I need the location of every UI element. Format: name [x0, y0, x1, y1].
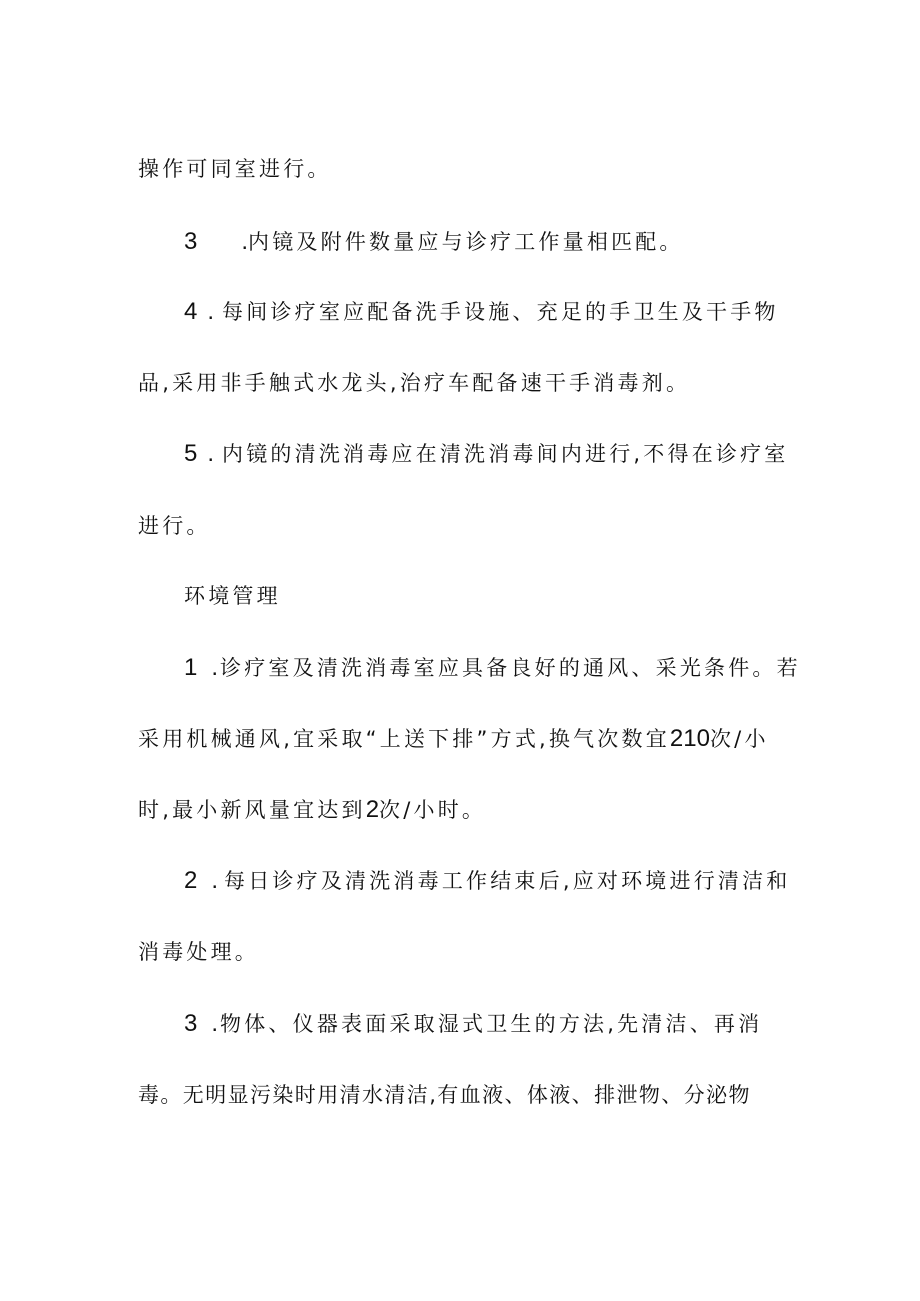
paragraph-text: 品,采用非手触式水龙头,治疗车配备速干手消毒剂。 — [138, 371, 691, 395]
paragraph-text: 每日诊疗及清洗消毒工作结束后,应对环境进行清洁和 — [224, 869, 791, 893]
list-number: 5 — [184, 440, 198, 467]
paragraph-continuation — [138, 796, 486, 824]
list-item-2 — [184, 867, 791, 895]
paragraph-text: 进行。 — [138, 514, 211, 538]
list-separator: . — [211, 867, 219, 894]
paragraph-text: 消毒处理。 — [138, 940, 259, 964]
list-number: 3 — [184, 228, 198, 255]
paragraph-text: 诊疗室及清洗消毒室应具备良好的通风、采光条件。若 — [220, 656, 801, 680]
paragraph-text: 内镜及附件数量应与诊疗工作量相匹配。 — [248, 230, 684, 254]
list-item-3 — [184, 228, 684, 256]
list-item-4 — [184, 298, 779, 326]
paragraph-continuation — [138, 369, 690, 397]
list-separator: . — [241, 228, 249, 255]
paragraph-text: 操作可同室进行。 — [138, 157, 332, 181]
list-item-5 — [184, 440, 789, 468]
air-changes-value: 210 — [669, 725, 710, 752]
list-number: 1 — [184, 654, 198, 681]
list-item-3b — [184, 1010, 762, 1038]
fresh-air-unit: 次/小时。 — [379, 798, 487, 822]
paragraph-text: 内镜的清洗消毒应在清洗消毒间内进行,不得在诊疗室 — [222, 442, 789, 466]
list-separator: . — [207, 298, 215, 325]
section-heading-text: 环境管理 — [184, 584, 281, 608]
paragraph-continuation — [138, 512, 211, 540]
paragraph-continuation — [138, 938, 259, 966]
paragraph-continuation — [138, 155, 332, 183]
list-number: 2 — [184, 867, 198, 894]
list-item-1 — [184, 654, 801, 682]
list-separator: . — [211, 654, 219, 681]
list-separator: . — [207, 440, 215, 467]
paragraph-continuation — [138, 725, 769, 753]
fresh-air-value: 2 — [365, 796, 380, 823]
paragraph-continuation — [138, 1081, 751, 1109]
list-number: 3 — [184, 1010, 198, 1037]
paragraph-text: 每间诊疗室应配备洗手设施、充足的手卫生及干手物 — [222, 300, 779, 324]
paragraph-text: 物体、仪器表面采取湿式卫生的方法,先清洁、再消 — [220, 1012, 763, 1036]
list-number: 4 — [184, 298, 198, 325]
paragraph-text: 采用机械通风,宜采取“上送下排”方式,换气次数宜 — [138, 727, 670, 751]
section-heading — [184, 582, 281, 610]
air-changes-unit: 次/小 — [709, 727, 769, 751]
paragraph-text: 毒。无明显污染时用清水清洁,有血液、体液、排泄物、分泌物 — [138, 1083, 751, 1107]
paragraph-text: 时,最小新风量宜达到 — [138, 798, 366, 822]
list-separator: . — [211, 1010, 219, 1037]
